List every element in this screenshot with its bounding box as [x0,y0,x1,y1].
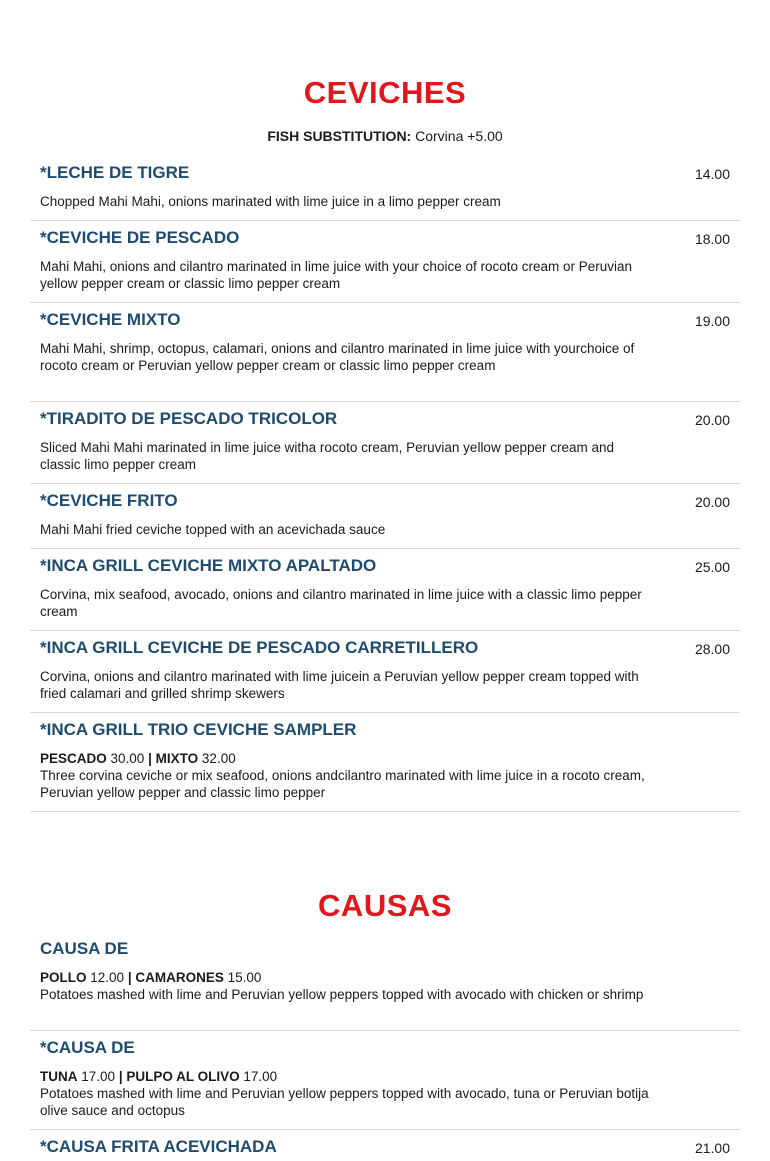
item-name: *CEVICHE MIXTO [40,310,181,329]
item-description: Mahi Mahi, onions and cilantro marinated in lime juice with your choice of rocoto cream or Peruvian yellow pepper cream or classic limo pepper cream [40,259,633,291]
variant-price: 30.00 [110,751,145,766]
variant-price: 12.00 [90,970,125,985]
item-price: 14.00 [694,166,730,182]
item-name: *CEVICHE DE PESCADO [40,228,240,247]
item-price: 25.00 [694,559,730,575]
item-name: CAUSA DE [40,939,129,958]
item-description: Three corvina ceviche or mix seafood, onions andcilantro marinated with lime juice in a rocoto cream, Peruvian yellow pepper and classic limo pepper [40,768,645,800]
item-description: Chopped Mahi Mahi, onions marinated with lime juice in a limo pepper cream [40,194,501,209]
item-name: *INCA GRILL CEVICHE DE PESCADO CARRETILLERO [40,638,479,657]
menu-item [30,556,740,631]
fish-substitution-value: Corvina +5.00 [415,128,503,144]
menu-item [30,310,740,402]
variant-price: 32.00 [201,751,236,766]
menu-item [30,720,740,812]
item-name: *LECHE DE TIGRE [40,163,190,182]
item-description: Corvina, onions and cilantro marinated with lime juicein a Peruvian yellow pepper cream topped with fried calamari and grilled shrimp skewers [40,669,639,701]
item-name: *INCA GRILL TRIO CEVICHE SAMPLER [40,720,357,739]
causas-title: CAUSAS [318,888,452,923]
menu-item [30,1137,740,1161]
item-description: Mahi Mahi fried ceviche topped with an acevichada sauce [40,522,386,537]
ceviches-title: CEVICHES [303,75,467,110]
item-price: 20.00 [694,494,730,510]
variant-name: CAMARONES [135,970,224,985]
menu-item [30,638,740,713]
item-variants [40,750,655,767]
variant-name: TUNA [40,1069,78,1084]
item-name: *CAUSA DE [40,1038,135,1057]
item-price: 18.00 [694,231,730,247]
item-description: Mahi Mahi, shrimp, octopus, calamari, onions and cilantro marinated in lime juice with yourchoice of rocoto cream or Peruvian yellow pepper cream or classic limo pepper cream [40,341,635,373]
item-name: *TIRADITO DE PESCADO TRICOLOR [40,409,338,428]
menu-item [30,1038,740,1130]
fish-substitution-label: FISH SUBSTITUTION: [267,128,412,144]
item-variants [40,1068,655,1085]
item-name: *CAUSA FRITA ACEVICHADA [40,1137,277,1156]
item-name: *INCA GRILL CEVICHE MIXTO APALTADO [40,556,377,575]
menu-item [30,939,740,1031]
item-description: Sliced Mahi Mahi marinated in lime juice witha rocoto cream, Peruvian yellow pepper cream and classic limo pepper cream [40,440,615,472]
variant-separator: | [127,970,132,985]
item-name: *CEVICHE FRITO [40,491,178,510]
variant-price: 17.00 [81,1069,116,1084]
fish-substitution-note [30,128,740,144]
variant-name: POLLO [40,970,87,985]
menu-item [30,163,740,221]
item-description: Potatoes mashed with lime and Peruvian yellow peppers topped with avocado, tuna or Peruvian botija olive sauce and octopus [40,1086,649,1118]
variant-separator: | [148,751,152,766]
item-description: Potatoes mashed with lime and Peruvian yellow peppers topped with avocado with chicken or shrimp [40,987,644,1002]
item-price: 19.00 [694,313,730,329]
variant-price: 15.00 [227,970,262,985]
variant-name: MIXTO [155,751,199,766]
item-price: 28.00 [694,641,730,657]
variant-price: 17.00 [243,1069,278,1084]
item-price: 21.00 [694,1140,730,1156]
variant-separator: | [118,1069,123,1084]
item-description: Corvina, mix seafood, avocado, onions and cilantro marinated in lime juice with a classic limo pepper cream [40,587,642,619]
item-variants [40,969,655,986]
variant-name: PESCADO [40,751,107,766]
item-price: 20.00 [694,412,730,428]
menu-item [30,409,740,484]
menu-item [30,491,740,549]
menu-item [30,228,740,303]
variant-name: PULPO AL OLIVO [126,1069,240,1084]
